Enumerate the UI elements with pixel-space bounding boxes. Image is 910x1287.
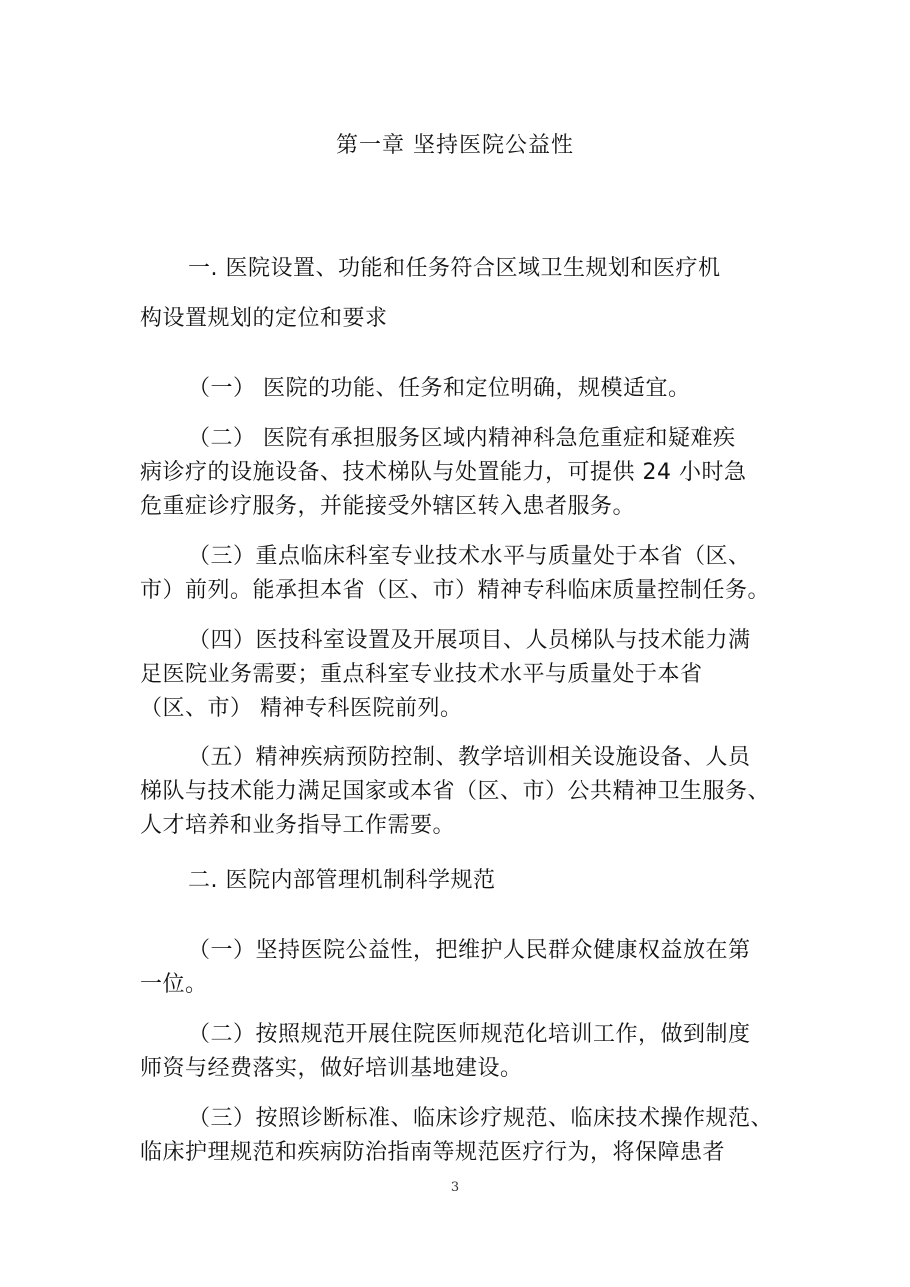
chapter-title: 第一章 坚持医院公益性 [336, 133, 574, 158]
page-number: 3 [450, 1180, 460, 1195]
item-1-5: （五）精神疾病预防控制、教学培训相关设施设备、人员 [188, 745, 751, 770]
text-line: （区、市） 精神专科医院前列。 [140, 696, 463, 721]
item-1-4: （四）医技科室设置及开展项目、人员梯队与技术能力满 [188, 628, 751, 653]
item-1-1: （一） 医院的功能、任务和定位明确，规模适宜。 [188, 376, 691, 401]
text-line: 危重症诊疗服务，并能接受外辖区转入患者服务。 [140, 494, 636, 519]
item-1-3: （三）重点临床科室专业技术水平与质量处于本省（区、 [188, 544, 751, 569]
text-line: 临床护理规范和疾病防治指南等规范医疗行为，将保障患者 [140, 1140, 726, 1165]
text-line: 梯队与技术能力满足国家或本省（区、市）公共精神卫生服务、 [140, 779, 771, 804]
text-line: 构设置规划的定位和要求 [140, 306, 388, 331]
section-heading-2: 二. 医院内部管理机制科学规范 [188, 868, 496, 893]
section-heading-1: 一. 医院设置、功能和任务符合区域卫生规划和医疗机 [188, 256, 721, 281]
item-2-3: （三）按照诊断标准、临床诊疗规范、临床技术操作规范、 [188, 1106, 774, 1131]
text-line: 人才培养和业务指导工作需要。 [140, 813, 456, 838]
text-line: 足医院业务需要；重点科室专业技术水平与质量处于本省 [140, 662, 703, 687]
item-1-2: （二） 医院有承担服务区域内精神科急危重症和疑难疾 [188, 426, 736, 451]
text-line: 病诊疗的设施设备、技术梯队与处置能力，可提供 24 小时急 [140, 460, 747, 485]
text-line: 一位。 [140, 972, 208, 997]
item-2-2: （二）按照规范开展住院医师规范化培训工作，做到制度 [188, 1022, 751, 1047]
text-line: 市）前列。能承担本省（区、市）精神专科临床质量控制任务。 [140, 578, 771, 603]
item-2-1: （一）坚持医院公益性，把维护人民群众健康权益放在第 [188, 938, 751, 963]
text-line: 师资与经费落实，做好培训基地建设。 [140, 1056, 523, 1081]
